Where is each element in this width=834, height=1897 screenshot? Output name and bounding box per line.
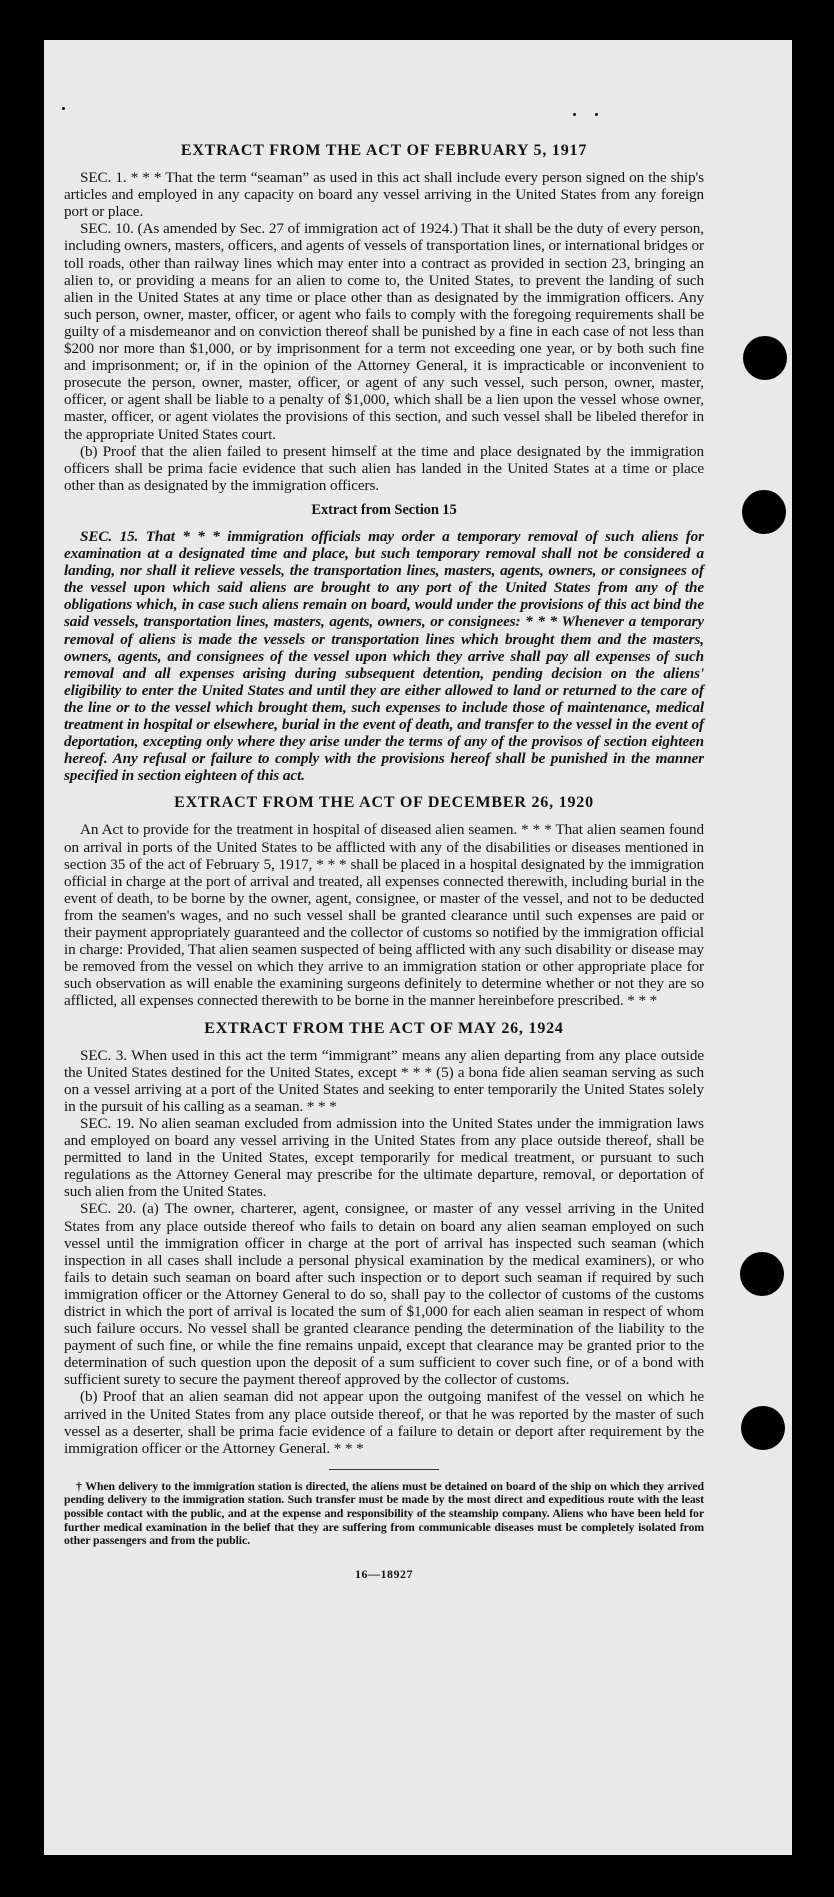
page-number: 16—18927 [355,1566,413,1581]
speck-mark [62,107,65,110]
paragraph-sec19: SEC. 19. No alien seaman excluded from admission into the United States under the immigration laws and employed on board any vessel arriving in the United States from any place outside thereof, shall be permitted to land in the United States, except temporarily for medical treatment, or pursuant to such regulations as the Attorney General may prescribe for the ultimate departure, removal, or deportation of such alien from the United States. [64,1114,704,1201]
paragraph-sec10: SEC. 10. (As amended by Sec. 27 of immigration act of 1924.) That it shall be the duty of every person, including owners, masters, officers, and agents of vessels of transportation lines, or international bridges or toll roads, other than railway lines which may enter into a contract as provided in section 23, bringing an alien to, or providing a means for an alien to come to, the United States, to prevent the landing of such alien in the United States at any time or place other than as designated by the immigration officers. Any such person, owner, master, officer, or agent who fails to comply with the foregoing requirements shall be guilty of a misdemeanor and on conviction thereof shall be punished by a fine in each case of not less than $200 nor more than $1,000, or by imprisonment for a term not exceeding one year, or by both such fine and imprisonment; or, if in the opinion of the Attorney General, it is impracticable or inconvenient to prosecute the person, owner, master, officer, or agent of any such vessel, such person, owner, master, officer, or agent shall be liable to a penalty of $1,000, which shall be a lien upon the vessel whose owner, master, officer, or agent violates the provisions of this section, and such vessel shall be libeled therefor in the appropriate United States court. [64,220,704,443]
heading-section-15: Extract from Section 15 [311,501,457,518]
paragraph-act-1920: An Act to provide for the treatment in hospital of diseased alien seamen. * * * That alien seamen found on arrival in ports of the United States to be afflicted with any of the disabilities or diseases mentioned in section 35 of the act of February 5, 1917, * * * shall be placed in a hospital designated by the immigration official in charge at the port of arrival and treated, all expenses connected therewith, including burial in the event of death, to be borne by the owner, agent, consignee, or master of the vessel, and not to be deducted from the seamen's wages, and no such vessel shall be granted clearance until such expenses are paid or their payment appropriately guaranteed and the collector of customs so notified by the immigration official in charge: Provided, That alien seamen suspected of being afflicted with any such disability or disease may be removed from the vessel on which they arrive to an immigration station or other appropriate place for such observation as will enable the examining surgeons definitely to determine whether or not they are so afflicted, all expenses connected therewith to be borne in the manner hereinbefore prescribed. * * * [64,821,704,1010]
document-text [64,142,704,1583]
paragraph-sec1: SEC. 1. * * * That the term “seaman” as used in this act shall include every person signed on the ship's articles and employed in any capacity on board any vessel arriving in the United States from any foreign port or place. [64,169,704,221]
punch-hole [742,490,786,534]
punch-hole [741,1406,785,1450]
speck-mark [573,113,576,116]
paragraph-sec3: SEC. 3. When used in this act the term “immigrant” means any alien departing from any place outside the United States destined for the United States, except * * * (5) a bona fide alien seaman serving as such on a vessel arriving at a port of the United States and seeking to enter temporarily the United States solely in the pursuit of his calling as a seaman. * * * [64,1046,704,1115]
heading-act-1917: EXTRACT FROM THE ACT OF FEBRUARY 5, 1917 [180,142,588,159]
speck-mark [595,113,598,116]
heading-act-1924: EXTRACT FROM THE ACT OF MAY 26, 1924 [204,1019,564,1037]
heading-act-1920: EXTRACT FROM THE ACT OF DECEMBER 26, 1920 [174,794,594,812]
punch-hole [743,336,787,380]
footnote-text: † When delivery to the immigration station is directed, the aliens must be detained on board of the ship on which they arrived pending delivery to the immigration station. Such transfer must be made by the most direct and expeditious route with the least possible contact with the public, and at the expense and responsibility of the steamship company. Aliens who have been held for further medical examination in the belief that they are suffering from communicable diseases must be completely isolated from other passengers and from the public. [64,1478,704,1548]
footnote [64,1480,704,1548]
paragraph-sec20b: (b) Proof that an alien seaman did not appear upon the outgoing manifest of the vessel on which he arrived in the United States from any place outside thereof, or that he was reported by the master of such vessel as a deserter, shall be prima facie evidence of a failure to detain or deport after requirement by the immigration officer or the Attorney General. * * * [64,1388,704,1457]
divider-rule [329,1469,439,1470]
paragraph-sec10b: (b) Proof that the alien failed to present himself at the time and place designated by the immigration officers shall be prima facie evidence that such alien has landed in the United States at a time or place other than as designated by the immigration officers. [64,442,704,494]
paragraph-sec15: SEC. 15. That * * * immigration officials may order a temporary removal of such aliens for examination at a designated time and place, but such temporary removal shall not be considered a landing, nor shall it relieve vessels, the transportation lines, masters, agents, owners, or consignees of the vessel upon which said aliens are brought to any port of the United States from any of the obligations which, in case such aliens remain on board, would under the provisions of this act bind the said vessels, transportation lines, masters, agents, owners, or consignees: * * * Whenever a temporary removal of aliens is made the vessels or transportation lines which brought them and the masters, owners, agents, and consignees of the vessel upon which they arrive shall pay all expenses of such removal and all expenses arising during subsequent detention, pending decision on the aliens' eligibility to enter the United States and until they are either allowed to land or returned to the care of the line or to the vessel which brought them, such expenses to include those of maintenance, medical treatment in hospital or elsewhere, burial in the event of death, and transfer to the vessel in the event of deportation, excepting only where they arise under the terms of any of the provisos of section eighteen hereof. Any refusal or failure to comply with the provisions hereof shall be punished in the manner specified in section eighteen of this act. [64,527,704,785]
paragraph-sec20a: SEC. 20. (a) The owner, charterer, agent, consignee, or master of any vessel arriving in the United States from any place outside thereof who fails to detain on board any alien seaman employed on such vessel until the immigration officer in charge at the port of arrival has inspected such seaman (which inspection in all cases shall include a personal physical examination by the medical examiners), or who fails to detain such seaman on board after such inspection or to deport such seaman if required by such immigration officer or the Attorney General to do so, shall pay to the collector of customs of the customs district in which the port of arrival is located the sum of $1,000 for each alien seaman in respect of whom such failure occurs. No vessel shall be granted clearance pending the determination of the liability to the payment of such fine, or while the fine remains unpaid, except that clearance may be granted prior to the determination of such question upon the deposit of a sum sufficient to cover such fine, or of a bond with sufficient surety to secure the payment thereof approved by the collector of customs. [64,1200,704,1389]
punch-hole [740,1252,784,1296]
